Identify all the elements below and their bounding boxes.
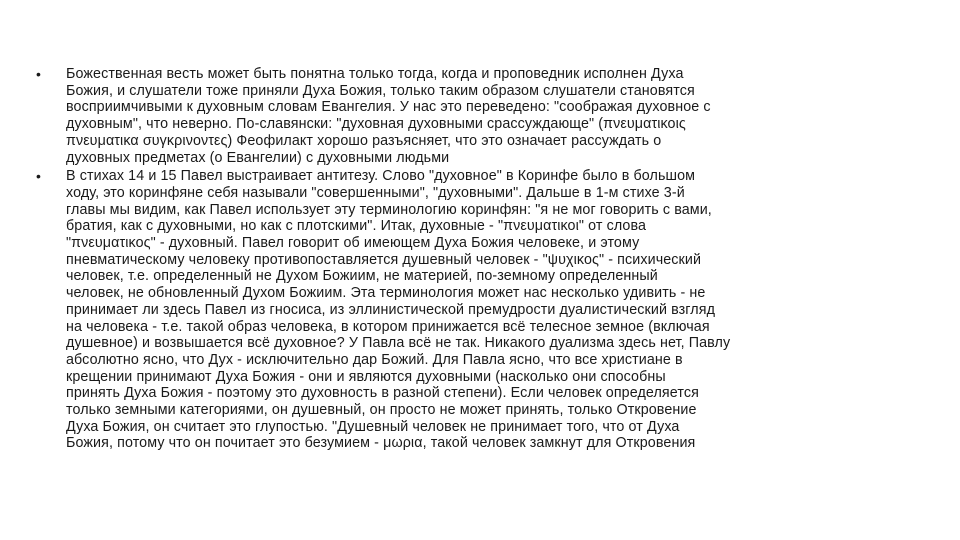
bullet-text-line: на человека - т.е. такой образ человека, в котором принижается всё телесное земное (включая [66,318,710,335]
bullet-item [36,168,876,452]
bullet-text-line: принимает ли здесь Павел из гносиса, из эллинистической премудрости дуалистический взгляд [66,301,716,318]
bullet-text-line: главы мы видим, как Павел использует эту терминологию коринфян: "я не мог говорить с вами, [66,201,712,218]
bullet-text-line: абсолютно ясно, что Дух - исключительно дар Божий. Для Павла ясно, что все христиане в [66,351,683,368]
bullet-text-line: человек, не обновленный Духом Божиим. Эта терминология может нас несколько удивить - не [66,285,706,302]
bullet-list [36,66,876,454]
bullet-text-line: духовным", что неверно. По-славянски: "духовная духовными срассуждающе" (πνευματικοις [66,116,686,133]
bullet-text-line: В стихах 14 и 15 Павел выстраивает антитезу. Слово "духовное" в Коринфе было в большом [66,168,696,185]
bullet-text-line: братия, как с духовными, но как с плотскими". Итак, духовные - "πνευματικοι" от слова [66,218,647,235]
bullet-text-line: пневматическому человеку противопоставляется душевный человек - "ψυχικος" - психический [66,251,702,268]
bullet-text-line: крещении принимают Духа Божия - они и являются духовными (насколько они способны [66,368,666,385]
bullet-marker: • [36,168,42,185]
bullet-text-line: духовных предметах (о Евангелии) с духовными людьми [66,149,450,166]
bullet-text-line: Божественная весть может быть понятна только тогда, когда и проповедник исполнен Духа [66,66,684,82]
bullet-text-line: человек, т.е. определенный не Духом Божиим, не материей, по-земному определенный [66,268,658,285]
bullet-text-line: принять Духа Божия - поэтому это духовность в разной степени). Если человек определяется [66,385,699,402]
bullet-item [36,66,876,166]
bullet-text-line: восприимчивыми к духовным словам Евангелия. У нас это переведено: "соображая духовное с [66,99,711,116]
bullet-marker: • [36,66,42,82]
bullet-text-line: только земными категориями, он душевный, он просто не может принять, только Откровение [66,402,697,419]
bullet-text-line: Божия, потому что он почитает это безумием - μωρια, такой человек замкнут для Откровения [66,435,696,452]
bullet-text-line: душевное) и возвышается всё духовное? У Павла всё не так. Никакого дуализма здесь нет, Павлу [66,335,731,352]
bullet-text-line: πνευματικα συγκρινοντες) Феофилакт хорошо разъясняет, что это означает рассуждать о [66,132,662,149]
bullet-text-line: "πνευματικος" - духовный. Павел говорит об имеющем Духа Божия человеке, и этому [66,235,640,252]
bullet-text-line: Божия, и слушатели тоже приняли Духа Божия, только таким образом слушатели становятся [66,82,695,99]
bullet-text-line: Духа Божия, он считает это глупостью. "Душевный человек не принимает того, что от Духа [66,418,680,435]
bullet-text-line: ходу, это коринфяне себя называли "совершенными", "духовными". Дальше в 1-м стихе 3-й [66,184,685,201]
